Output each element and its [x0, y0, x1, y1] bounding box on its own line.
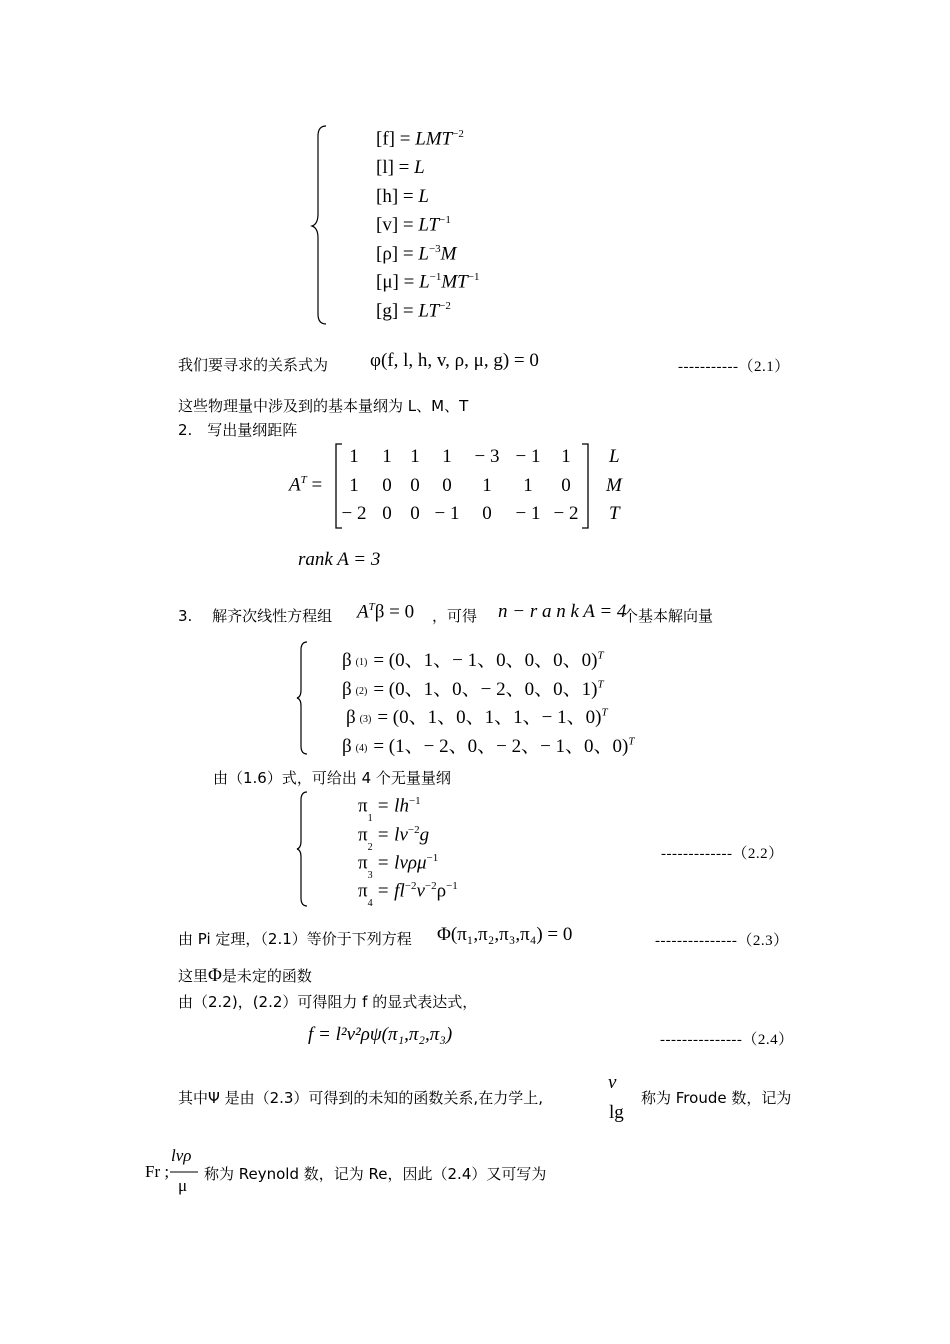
dim-l: [l] = L — [376, 157, 425, 178]
matrix-cell: − 1 — [515, 503, 541, 524]
dim-rho: $[\rho] = L^{-3}M$ — [376, 243, 457, 265]
matrix-cell: 1 — [410, 446, 420, 467]
matrix-cell: 0 — [410, 475, 420, 496]
dim-g: $[g] = LT^{-2}$ — [376, 300, 451, 322]
eq-tag-2-2: -------------（2.2） — [661, 846, 784, 862]
matrix-cell: 1 — [382, 446, 392, 467]
matrix-cell: 1 — [561, 446, 571, 467]
matrix-cell: 1 — [442, 446, 452, 467]
matrix-cell: − 1 — [434, 503, 460, 524]
matrix-cell: − 3 — [474, 446, 500, 467]
left-brace-pis — [297, 792, 313, 906]
matrix-cell: − 2 — [341, 503, 367, 524]
fr-lead: Fr ; — [145, 1162, 170, 1181]
step-3-text-c: 个基本解向量 — [623, 607, 714, 625]
dim-f: $[f] = LMT^{-2}$ — [376, 128, 464, 150]
step-3-text-b: ，可得 — [432, 607, 478, 625]
pi-group-4: $\pi_4= fl^{-2}v^{-2}\rho^{-1}$ — [358, 880, 458, 910]
basic-dims-text: 这些物理量中涉及到的基本量纲为 L、M、T — [178, 397, 469, 415]
froude-text-b: 称为 Froude 数，记为 — [641, 1089, 792, 1107]
pi-group-3: $\pi_3= lv\rho\mu^{-1}$ — [358, 852, 439, 882]
pi-theorem-formula: Φ(π₁,π₂,π₃,π₄) = 0 — [437, 924, 573, 945]
froude-fraction-bar — [607, 1097, 631, 1099]
eq-tag-2-1: -----------（2.1） — [678, 359, 790, 375]
phi-note: 这里Φ是未定的函数 — [178, 965, 312, 986]
matrix-row-label-L: L — [609, 446, 620, 467]
beta-vector-3: β (3) = (0、1、0、1、1、− 1、0)$^T$ — [346, 706, 608, 728]
matrix-cell: − 1 — [515, 446, 541, 467]
from-1-6-text: 由（1.6）式，可给出 4 个无量量纲 — [213, 769, 451, 787]
reynold-text: 称为 Reynold 数，记为 Re，因此（2.4）又可写为 — [204, 1165, 547, 1183]
matrix-row-label-T: T — [609, 503, 620, 524]
matrix-cell: 1 — [349, 475, 359, 496]
eq-tag-2-4: ---------------（2.4） — [660, 1032, 794, 1048]
step-3-text-a: 3. 解齐次线性方程组 — [178, 607, 333, 625]
beta-vector-1: β (1) = (0、1、− 1、0、0、0、0)$^T$ — [342, 649, 604, 671]
left-brace-dimensions — [312, 126, 332, 326]
step-3-formula-c: n − r a n k A = 4 — [498, 601, 627, 622]
matrix-cell: − 2 — [553, 503, 579, 524]
matrix-cell: 0 — [410, 503, 420, 524]
matrix-row-label-M: M — [606, 475, 622, 496]
matrix-cell: 0 — [442, 475, 452, 496]
pi-group-1: $\pi_1= lh^{-1}$ — [358, 795, 421, 825]
reynold-numerator: lvρ — [171, 1146, 192, 1165]
reynold-denominator: μ — [178, 1176, 188, 1195]
beta-vector-2: β (2) = (0、1、0、− 2、0、0、1)$^T$ — [342, 678, 604, 700]
step-2-heading: 2. 写出量纲距阵 — [178, 421, 298, 439]
eq-2-4-formula: f = l²v²ρψ(π₁,π₂,π₃) — [308, 1024, 453, 1045]
from-2-2-text: 由（2.2)，(2.2）可得阻力 f 的显式表达式， — [178, 993, 478, 1011]
froude-denominator: lg — [609, 1102, 624, 1123]
matrix-lhs: $A^T$ = — [289, 474, 323, 496]
matrix-cell: 0 — [382, 475, 392, 496]
pi-theorem-text: 由 Pi 定理，（2.1）等价于下列方程 — [178, 930, 412, 948]
matrix-cell: 0 — [382, 503, 392, 524]
pi-group-2: $\pi_2= lv^{-2}g$ — [358, 824, 430, 854]
left-brace-betas — [297, 642, 313, 754]
matrix-cell: 1 — [523, 475, 533, 496]
relation-formula: φ(f, l, h, v, ρ, μ, g) = 0 — [370, 350, 539, 371]
reynold-fraction-bar — [170, 1171, 200, 1173]
dim-h: [h] = L — [376, 186, 429, 207]
matrix-cell: 0 — [482, 503, 492, 524]
dim-v: $[v] = LT^{-1}$ — [376, 214, 451, 236]
beta-vector-4: β (4) = (1、− 2、0、− 2、− 1、0、0)$^T$ — [342, 735, 635, 757]
matrix-cell: 0 — [561, 475, 571, 496]
eq-tag-2-3: ---------------（2.3） — [655, 933, 789, 949]
froude-numerator: v — [608, 1072, 617, 1093]
dim-mu: $[\mu] = L^{-1}MT^{-1}$ — [376, 271, 480, 293]
froude-text-a: 其中Ψ 是由（2.3）可得到的未知的函数关系,在力学上, — [178, 1089, 543, 1107]
rank-statement: rank A = 3 — [298, 549, 381, 570]
matrix-cell: 1 — [482, 475, 492, 496]
relation-intro: 我们要寻求的关系式为 — [178, 356, 329, 374]
step-3-formula-a: $A^T\beta = 0$ — [357, 601, 415, 623]
matrix-cell: 1 — [349, 446, 359, 467]
